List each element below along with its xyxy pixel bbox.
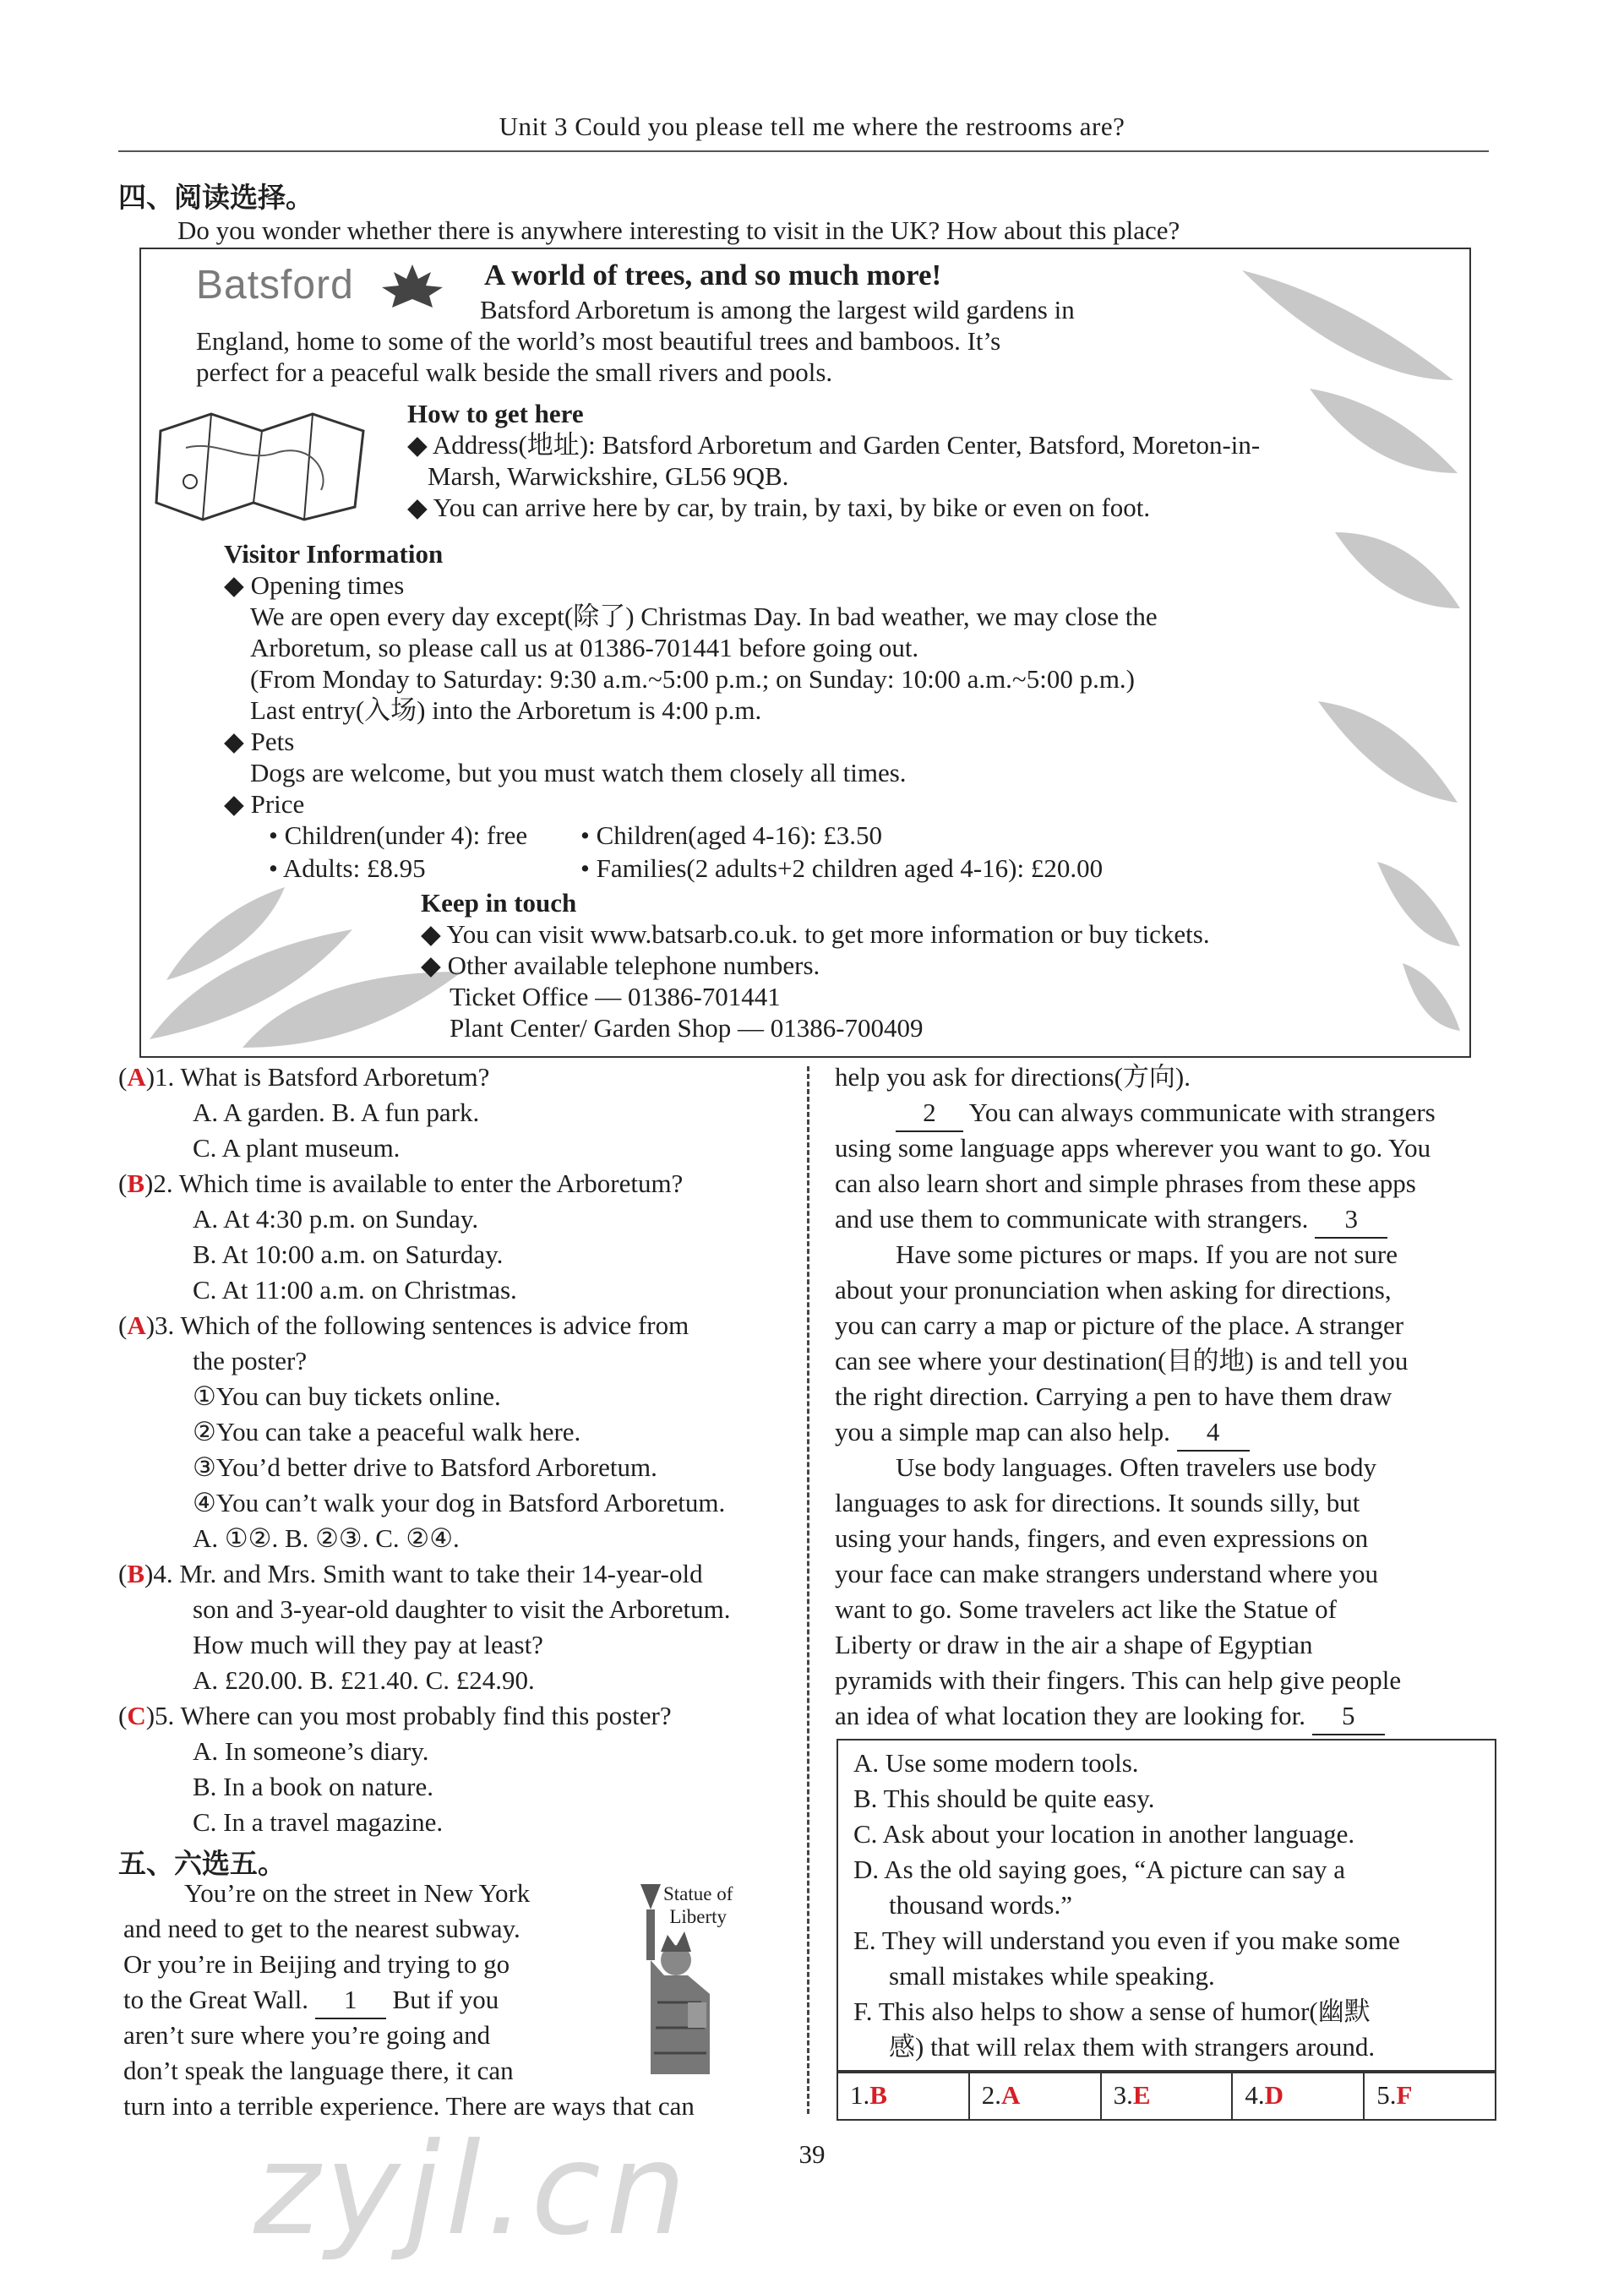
price-children-under4: • Children(under 4): free — [269, 820, 528, 850]
passage-left-line-2: and need to get to the nearest subway. — [123, 1914, 520, 1943]
price-heading: ◆ Price — [224, 789, 305, 819]
option-c: C. Ask about your location in another language. — [853, 1819, 1355, 1849]
question-3-stem: (A)3. Which of the following sentences is advice from — [118, 1310, 689, 1340]
answer-cell-4: 4.D — [1233, 2072, 1365, 2119]
answer-cell-1: 1.B — [838, 2072, 970, 2119]
page-number: 39 — [798, 2139, 826, 2169]
option-a: A. Use some modern tools. — [853, 1748, 1139, 1778]
answer-table — [837, 2070, 1496, 2121]
pets-line: Dogs are welcome, but you must watch them closely all times. — [250, 758, 907, 787]
address-line-1: ◆ Address(地址): Batsford Arboretum and Garden Center, Batsford, Moreton-in- — [407, 430, 1261, 460]
question-5-option-a: A. In someone’s diary. — [193, 1736, 429, 1766]
question-3-line-3: ②You can take a peaceful walk here. — [193, 1417, 581, 1446]
opening-line-2: Arboretum, so please call us at 01386-701441 before going out. — [250, 633, 919, 662]
poster-title: A world of trees, and so much more! — [484, 259, 942, 291]
decorative-leaves-icon — [1208, 253, 1462, 1048]
passage-p3-line-1: Have some pictures or maps. If you are not sure — [896, 1239, 1398, 1269]
blank-4: 4 — [1177, 1414, 1250, 1452]
keep-in-touch-heading: Keep in touch — [421, 888, 577, 918]
column-divider — [807, 1066, 809, 2114]
price-children-4-16: • Children(aged 4-16): £3.50 — [580, 820, 882, 850]
address-line-2: Marsh, Warwickshire, GL56 9QB. — [428, 461, 789, 491]
poster-intro-line-3: perfect for a peaceful walk beside the small rivers and pools. — [196, 357, 833, 387]
passage-p3-line-6: you a simple map can also help. 4 — [835, 1414, 1250, 1452]
passage-left-line-7: turn into a terrible experience. There are ways that can — [123, 2091, 695, 2121]
passage-p4-line-5: want to go. Some travelers act like the Statue of — [835, 1594, 1337, 1624]
answer-mark-4: B — [127, 1559, 145, 1588]
question-2-option-c: C. At 11:00 a.m. on Christmas. — [193, 1275, 517, 1305]
statue-of-liberty-icon — [617, 1876, 786, 2078]
section4-heading: 四、阅读选择。 — [118, 183, 313, 214]
option-f-line-2: 感) that will relax them with strangers around. — [889, 2032, 1376, 2062]
blank-3: 3 — [1315, 1201, 1387, 1239]
watermark-logo: zyjl.cn — [253, 2116, 692, 2263]
section4-intro: Do you wonder whether there is anywhere interesting to visit in the UK? How about this place? — [177, 215, 1180, 245]
passage-right-first-line: help you ask for directions(方向). — [835, 1062, 1191, 1092]
option-f-line-1: F. This also helps to show a sense of humor(幽默 — [853, 1996, 1371, 2026]
question-3-options: A. ①②. B. ②③. C. ②④. — [193, 1523, 460, 1553]
question-5-stem: (C)5. Where can you most probably find this poster? — [118, 1701, 672, 1730]
blank-1: 1 — [315, 1982, 386, 2019]
opening-line-4: Last entry(入场) into the Arboretum is 4:00 p.m. — [250, 695, 762, 725]
question-1-options-a: A. A garden. B. A fun park. — [193, 1098, 480, 1127]
question-3-line-5: ④You can’t walk your dog in Batsford Arboretum. — [193, 1488, 726, 1517]
option-e-line-2: small mistakes while speaking. — [889, 1961, 1215, 1991]
question-2-option-a: A. At 4:30 p.m. on Sunday. — [193, 1204, 479, 1234]
question-2-option-b: B. At 10:00 a.m. on Saturday. — [193, 1239, 504, 1269]
passage-left-line-5: aren’t sure where you’re going and — [123, 2020, 491, 2050]
passage-left-line-6: don’t speak the language there, it can — [123, 2056, 514, 2085]
passage-p4-line-8: an idea of what location they are looking for. 5 — [835, 1698, 1385, 1735]
batsford-logo: Batsford — [196, 263, 354, 308]
price-families: • Families(2 adults+2 children aged 4-16): £20.00 — [580, 853, 1104, 883]
passage-p4-line-4: your face can make strangers understand where you — [835, 1559, 1378, 1588]
question-4-options: A. £20.00. B. £21.40. C. £24.90. — [193, 1665, 535, 1695]
header-divider — [118, 150, 1489, 152]
passage-p4-line-3: using your hands, fingers, and even expressions on — [835, 1523, 1369, 1553]
question-2-stem: (B)2. Which time is available to enter the Arboretum? — [118, 1168, 684, 1198]
poster-intro-line-1: Batsford Arboretum is among the largest wild gardens in — [480, 295, 1075, 324]
passage-left-line-4: to the Great Wall. 1 But if you — [123, 1982, 499, 2019]
answer-mark-3: A — [127, 1310, 146, 1340]
passage-left-line-1: You’re on the street in New York — [184, 1878, 531, 1908]
answer-cell-2: 2.A — [970, 2072, 1102, 2119]
answer-mark-1: A — [127, 1062, 146, 1092]
answer-cell-5: 5.F — [1376, 2080, 1413, 2110]
passage-p3-line-3: you can carry a map or picture of the place. A stranger — [835, 1310, 1404, 1340]
passage-p2-line-3: can also learn short and simple phrases from these apps — [835, 1168, 1416, 1198]
question-5-option-b: B. In a book on nature. — [193, 1772, 433, 1801]
transport-line: ◆ You can arrive here by car, by train, by taxi, by bike or even on foot. — [407, 493, 1151, 522]
passage-p2-line-1: 2 You can always communicate with strangers — [896, 1095, 1436, 1132]
map-icon — [152, 397, 372, 524]
pets-heading: ◆ Pets — [224, 727, 295, 756]
question-4-stem: (B)4. Mr. and Mrs. Smith want to take their 14-year-old — [118, 1559, 703, 1588]
question-3-line-2: ①You can buy tickets online. — [193, 1381, 501, 1411]
blank-5: 5 — [1312, 1698, 1385, 1735]
ticket-office-phone: Ticket Office — 01386-701441 — [450, 982, 781, 1011]
passage-p3-line-4: can see where your destination(目的地) is and tell you — [835, 1346, 1409, 1375]
question-1-stem: (A)1. What is Batsford Arboretum? — [118, 1062, 490, 1092]
page-header-title: Unit 3 Could you please tell me where the restrooms are? — [499, 112, 1125, 141]
opening-times-heading: ◆ Opening times — [224, 570, 405, 600]
how-to-get-heading: How to get here — [407, 399, 584, 428]
passage-p2-line-2: using some language apps wherever you want to go. You — [835, 1133, 1431, 1163]
option-d-line-2: thousand words.” — [889, 1890, 1072, 1920]
opening-line-1: We are open every day except(除了) Christmas Day. In bad weather, we may close the — [250, 602, 1158, 631]
answer-mark-5: C — [127, 1701, 146, 1730]
passage-p2-line-4: and use them to communicate with strangers. 3 — [835, 1201, 1387, 1239]
question-5-option-c: C. In a travel magazine. — [193, 1807, 444, 1837]
passage-p4-line-7: pyramids with their fingers. This can help give people — [835, 1665, 1402, 1695]
passage-p3-line-5: the right direction. Carrying a pen to have them draw — [835, 1381, 1392, 1411]
passage-p4-line-1: Use body languages. Often travelers use body — [896, 1452, 1377, 1482]
question-3-line-4: ③You’d better drive to Batsford Arboretum. — [193, 1452, 657, 1482]
visitor-info-heading: Visitor Information — [224, 539, 444, 569]
option-d-line-1: D. As the old saying goes, “A picture can say a — [853, 1855, 1345, 1884]
passage-left-line-3: Or you’re in Beijing and trying to go — [123, 1949, 510, 1979]
passage-p4-line-6: Liberty or draw in the air a shape of Egyptian — [835, 1630, 1313, 1659]
opening-line-3: (From Monday to Saturday: 9:30 a.m.~5:00 p.m.; on Sunday: 10:00 a.m.~5:00 p.m.) — [250, 664, 1136, 694]
question-4-line-1: son and 3-year-old daughter to visit the Arboretum. — [193, 1594, 731, 1624]
passage-p3-line-2: about your pronunciation when asking for directions, — [835, 1275, 1392, 1305]
answer-mark-2: B — [127, 1168, 145, 1198]
blank-2: 2 — [896, 1095, 963, 1132]
section5-heading: 五、六选五。 — [118, 1849, 286, 1880]
price-adults: • Adults: £8.95 — [269, 853, 426, 883]
statue-label: Statue of Liberty — [663, 1883, 733, 1927]
poster-intro-line-2: England, home to some of the world’s most beautiful trees and bamboos. It’s — [196, 326, 1001, 356]
passage-p4-line-2: languages to ask for directions. It sounds silly, but — [835, 1488, 1360, 1517]
touch-line-phones: ◆ Other available telephone numbers. — [421, 951, 820, 980]
answer-cell-3: 3.E — [1102, 2072, 1234, 2119]
question-3-line-1: the poster? — [193, 1346, 308, 1375]
question-1-options-b: C. A plant museum. — [193, 1133, 401, 1163]
option-e-line-1: E. They will understand you even if you make some — [853, 1926, 1400, 1955]
touch-line-website: ◆ You can visit www.batsarb.co.uk. to get more information or buy tickets. — [421, 919, 1210, 949]
maple-leaf-icon — [379, 260, 446, 311]
question-4-line-2: How much will they pay at least? — [193, 1630, 543, 1659]
plant-center-phone: Plant Center/ Garden Shop — 01386-700409 — [450, 1013, 924, 1043]
option-b: B. This should be quite easy. — [853, 1784, 1155, 1813]
